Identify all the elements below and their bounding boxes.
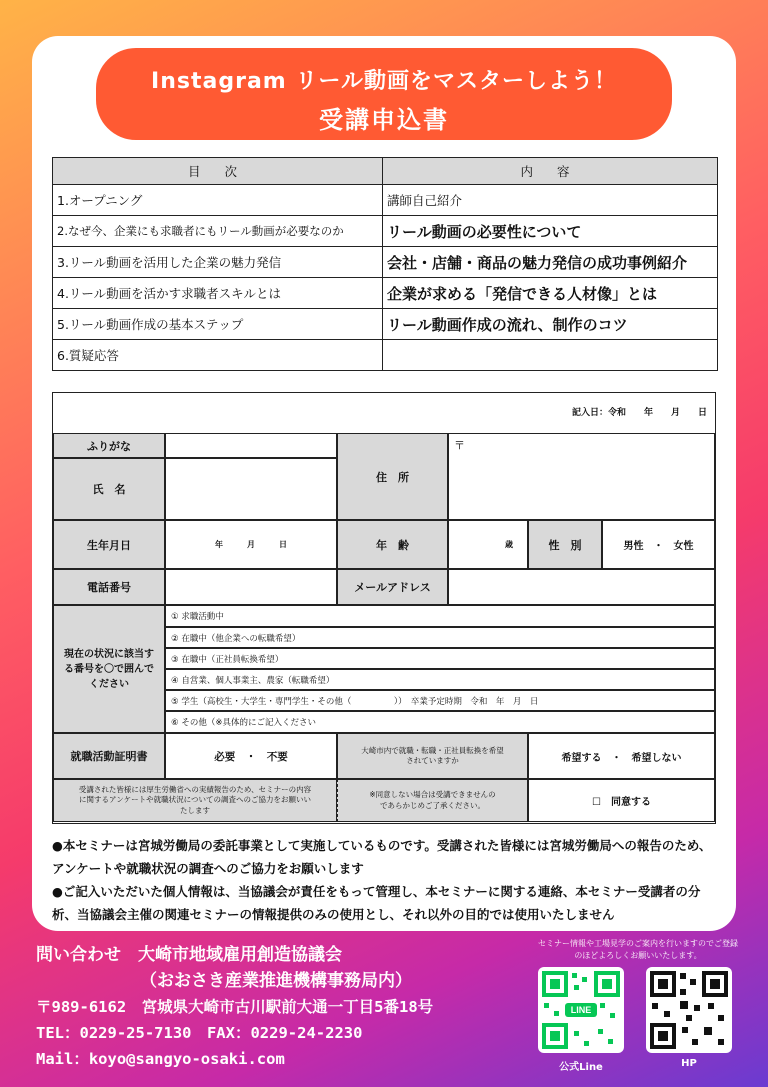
furigana-label: ふりがな xyxy=(53,433,165,458)
age-field[interactable]: 歳 xyxy=(448,520,528,569)
contact-address: 〒989-6162 宮城県大崎市古川駅前大通一丁目5番18号 xyxy=(36,998,434,1016)
line-qr-label: 公式Line xyxy=(559,1062,603,1073)
name-label: 氏 名 xyxy=(53,458,165,520)
furigana-field[interactable] xyxy=(165,433,337,458)
qr-note: セミナー情報や工場見学のご案内を行いますのでご登録のほどよろしくお願いいたします。 xyxy=(538,939,738,960)
toc-table xyxy=(52,157,718,371)
status-option[interactable]: ⑥ その他（※具体的にご記入ください xyxy=(165,711,715,733)
phone-label: 電話番号 xyxy=(53,569,165,605)
note-1: ●本セミナーは宮城労働局の委託事業として実施しているものです。受講された皆様には宮城労働局への報告のため、アンケートや就職状況の調査へのご協力をお願いします xyxy=(52,838,712,876)
line-qr-code[interactable] xyxy=(538,967,624,1053)
toc-item: 1.オープニング xyxy=(53,185,383,216)
toc-content: 会社・店舗・商品の魅力発信の成功事例紹介 xyxy=(383,247,718,278)
name-field[interactable] xyxy=(165,458,337,520)
toc-item: 6.質疑応答 xyxy=(53,340,383,371)
status-option[interactable]: ⑤ 学生（高校生・大学生・専門学生・その他（ ）） 卒業予定時期 令和 年 月 日 xyxy=(165,690,715,711)
postal-mark: 〒 xyxy=(454,439,465,452)
hp-qr-code[interactable] xyxy=(646,967,732,1053)
cert-field[interactable]: 必要 ・ 不要 xyxy=(165,733,337,779)
cert-label: 就職活動証明書 xyxy=(53,733,165,779)
toc-content: 講師自己紹介 xyxy=(383,185,718,216)
toc-content: リール動画作成の流れ、制作のコツ xyxy=(383,309,718,340)
age-label: 年 齢 xyxy=(337,520,448,569)
title-banner xyxy=(96,48,672,140)
hp-qr-icon xyxy=(646,967,732,1053)
line-qr-icon xyxy=(538,967,624,1053)
toc-item: 3.リール動画を活用した企業の魅力発信 xyxy=(53,247,383,278)
contact-office: （おおさき産業推進機構事務局内） xyxy=(140,971,412,991)
osaki-field[interactable]: 希望する ・ 希望しない xyxy=(528,733,715,779)
toc-content: リール動画の必要性について xyxy=(383,216,718,247)
toc-header-left: 目 次 xyxy=(53,158,383,185)
contact-block xyxy=(36,942,433,1072)
toc-item: 5.リール動画作成の基本ステップ xyxy=(53,309,383,340)
email-field[interactable] xyxy=(448,569,715,605)
entry-date: 記入日：令和 年 月 日 xyxy=(571,408,707,418)
status-option[interactable]: ① 求職活動中 xyxy=(165,605,715,627)
email-label: メールアドレス xyxy=(337,569,448,605)
consent-note: ※同意しない場合は受講できませんのであらかじめご了承ください。 xyxy=(337,779,528,822)
note-2: ●ご記入いただいた個人情報は、当協議会が責任をもって管理し、本セミナーに関する連絡、本セミナー受講者の分析、当協議会主催の関連セミナーの情報提供のみの使用とし、それ以外の目的では使用いたしません xyxy=(52,884,701,922)
address-label: 住 所 xyxy=(337,433,448,520)
status-option[interactable]: ② 在職中（他企業への転職希望） xyxy=(165,627,715,648)
status-option[interactable]: ③ 在職中（正社員転換希望） xyxy=(165,648,715,669)
title-line1: Instagram リール動画をマスターしよう！ xyxy=(151,69,617,94)
status-option[interactable]: ④ 自営業、個人事業主、農家（転職希望） xyxy=(165,669,715,690)
phone-field[interactable] xyxy=(165,569,337,605)
consent-checkbox[interactable]: ☐ 同意する xyxy=(528,779,715,822)
toc-item: 2.なぜ今、企業にも求職者にもリール動画が必要なのか xyxy=(53,216,383,247)
gender-field[interactable]: 男性 ・ 女性 xyxy=(602,520,715,569)
application-form xyxy=(52,392,716,824)
contact-org: 問い合わせ 大崎市地域雇用創造協議会 xyxy=(36,945,342,965)
hp-qr-label: HP xyxy=(681,1058,697,1069)
contact-email[interactable]: Mail：koyo@sangyo-osaki.com xyxy=(36,1050,285,1068)
address-field[interactable] xyxy=(448,433,715,520)
status-label: 現在の状況に該当する番号を〇で囲んでください xyxy=(53,605,165,733)
toc-header-right: 内 容 xyxy=(383,158,718,185)
birth-label: 生年月日 xyxy=(53,520,165,569)
toc-content xyxy=(383,340,718,371)
title-line2: 受講申込書 xyxy=(319,106,449,134)
birth-field[interactable]: 年 月 日 xyxy=(165,520,337,569)
contact-phone: TEL：0229-25-7130 FAX：0229-24-2230 xyxy=(36,1024,363,1042)
toc-content: 企業が求める「発信できる人材像」とは xyxy=(383,278,718,309)
notes xyxy=(52,834,722,926)
line-badge-text: LINE xyxy=(570,1005,592,1015)
gender-label: 性 別 xyxy=(528,520,602,569)
osaki-question: 大崎市内で就職・転職・正社員転換を希望されていますか xyxy=(337,733,528,779)
consent-text: 受講された皆様には厚生労働省への実績報告のため、セミナーの内容に関するアンケートや就職状況についての調査へのご協力をお願いいたします xyxy=(53,779,337,822)
toc-item: 4.リール動画を活かす求職者スキルとは xyxy=(53,278,383,309)
